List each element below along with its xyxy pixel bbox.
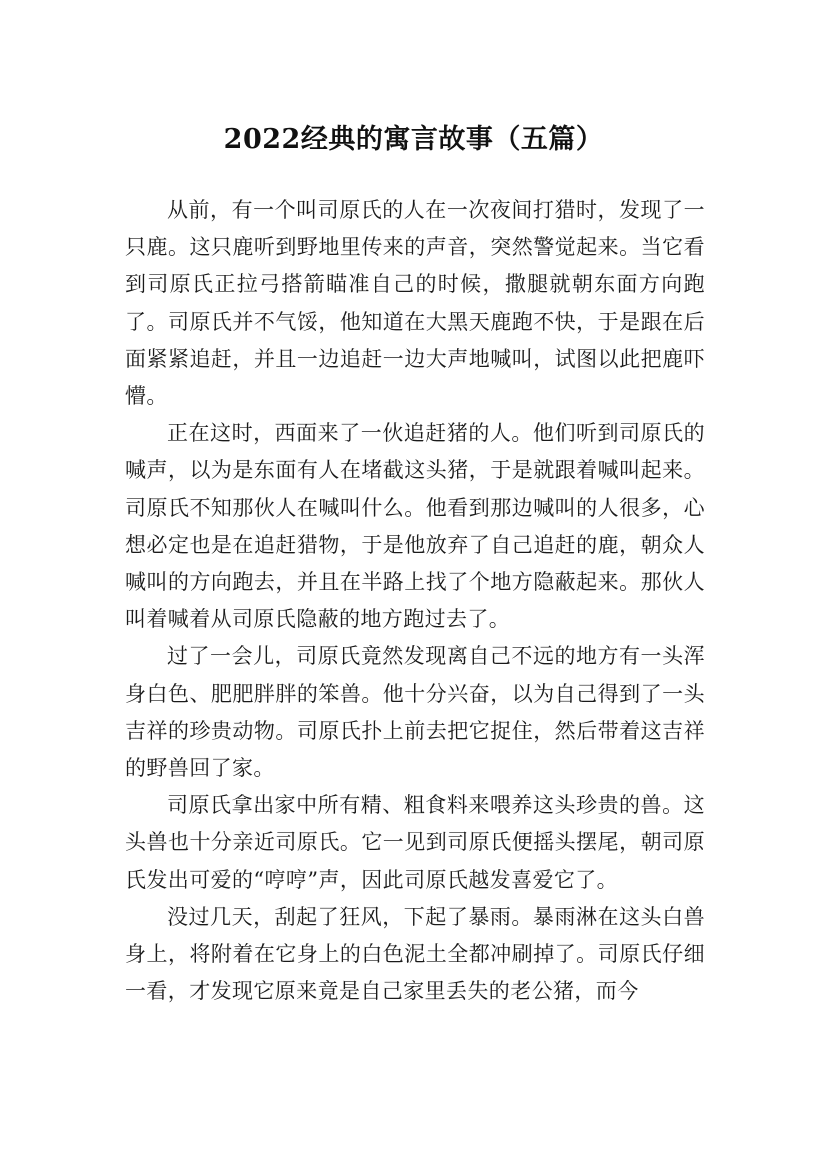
document-body [125,192,705,1010]
document-title: 2022经典的寓言故事（五篇） [223,124,604,156]
paragraph-2: 正在这时，西面来了一伙追赶猪的人。他们听到司原氏的喊声，以为是东面有人在堵截这头猪，于是就跟着喊叫起来。司原氏不知那伙人在喊叫什么。他看到那边喊叫的人很多，心想必定也是在追赶猎物，于是他放弃了自己追赶的鹿，朝众人喊叫的方向跑去，并且在半路上找了个地方隐蔽起来。那伙人叫着喊着从司原氏隐蔽的地方跑过去了。 [125,421,705,632]
paragraph-4: 司原氏拿出家中所有精、粗食料来喂养这头珍贵的兽。这头兽也十分亲近司原氏。它一见到司原氏便摇头摆尾，朝司原氏发出可爱的“哼哼”声，因此司原氏越发喜爱它了。 [125,793,705,892]
paragraph-5: 没过几天，刮起了狂风，下起了暴雨。暴雨淋在这头白兽身上，将附着在它身上的白色泥土全都冲刷掉了。司原氏仔细一看，才发现它原来竟是自己家里丢失的老公猪，而今 [125,904,705,1004]
paragraph-3: 过了一会儿，司原氏竟然发现离自己不远的地方有一头浑身白色、肥肥胖胖的笨兽。他十分兴奋，以为自己得到了一头吉祥的珍贵动物。司原氏扑上前去把它捉住，然后带着这吉祥的野兽回了家。 [125,644,705,781]
paragraph-1: 从前，有一个叫司原氏的人在一次夜间打猎时，发现了一只鹿。这只鹿听到野地里传来的声音，突然警觉起来。当它看到司原氏正拉弓搭箭瞄准自己的时候，撒腿就朝东面方向跑了。司原氏并不气馁，他知道在大黑天鹿跑不快，于是跟在后面紧紧追赶，并且一边追赶一边大声地喊叫，试图以此把鹿吓懵。 [125,198,705,409]
